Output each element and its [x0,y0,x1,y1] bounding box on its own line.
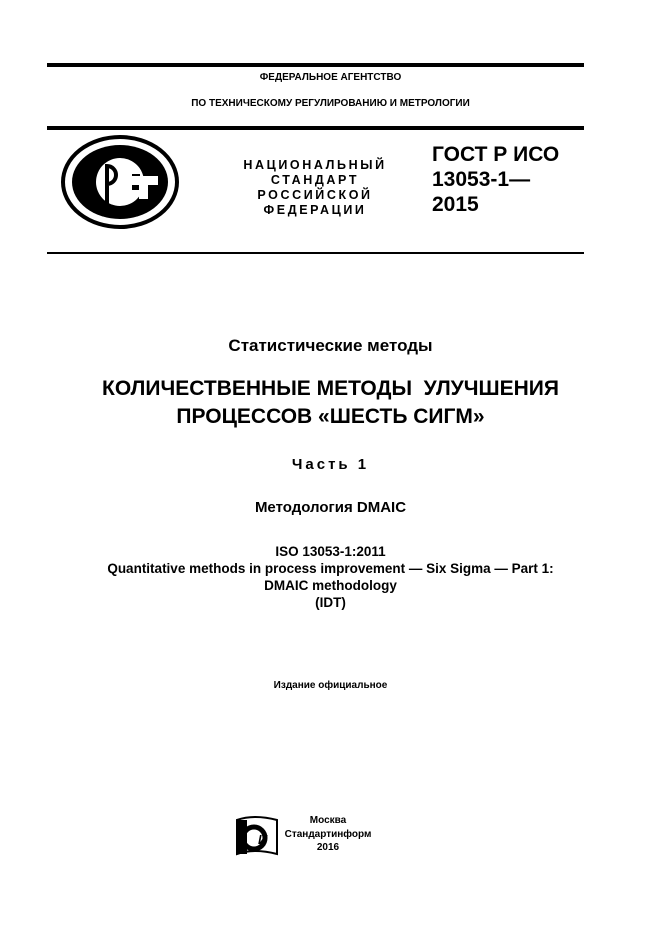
edition-label: Издание официальное [273,680,388,691]
standartinform-logo-icon [234,814,280,860]
divider-rule [47,252,584,254]
iso-line: Quantitative methods in process improvement — Six Sigma — Part 1: [107,561,554,576]
subtitle: Методология DMAIC [254,499,407,516]
category-title: Статистические методы [228,336,433,355]
iso-line: (IDT) [315,595,346,610]
header-rule [47,126,584,130]
agency-line2: ПО ТЕХНИЧЕСКОМУ РЕГУЛИРОВАНИЮ И МЕТРОЛОГИИ [191,98,470,109]
main-title-line2: ПРОЦЕССОВ «ШЕСТЬ СИГМ» [176,405,485,428]
rst-logo-icon [60,134,180,230]
iso-line: DMAIC methodology [264,578,397,593]
national-standard-label [240,158,390,218]
ns-line: СТАНДАРТ [270,173,360,187]
publisher-city: Москва [309,815,347,826]
svg-text:И: И [258,832,268,847]
part-label: Часть 1 [291,456,370,473]
ns-line: ФЕДЕРАЦИИ [263,203,367,217]
ns-line: НАЦИОНАЛЬНЫЙ [243,158,387,172]
agency-line1: ФЕДЕРАЛЬНОЕ АГЕНТСТВО [259,72,402,83]
iso-line: ISO 13053-1:2011 [275,544,386,559]
standard-designation [432,142,559,217]
designation-line: 13053-1— [432,168,531,191]
ns-line: РОССИЙСКОЙ [257,188,373,202]
top-rule [47,63,584,67]
publisher-info [283,814,373,855]
iso-reference [0,543,661,611]
publisher-year: 2016 [316,842,340,853]
designation-line: 2015 [432,193,479,216]
main-title-line1: КОЛИЧЕСТВЕННЫЕ МЕТОДЫ УЛУЧШЕНИЯ [102,377,559,400]
publisher-name: Стандартинформ [284,828,372,840]
designation-line: ГОСТ Р ИСО [432,143,560,166]
